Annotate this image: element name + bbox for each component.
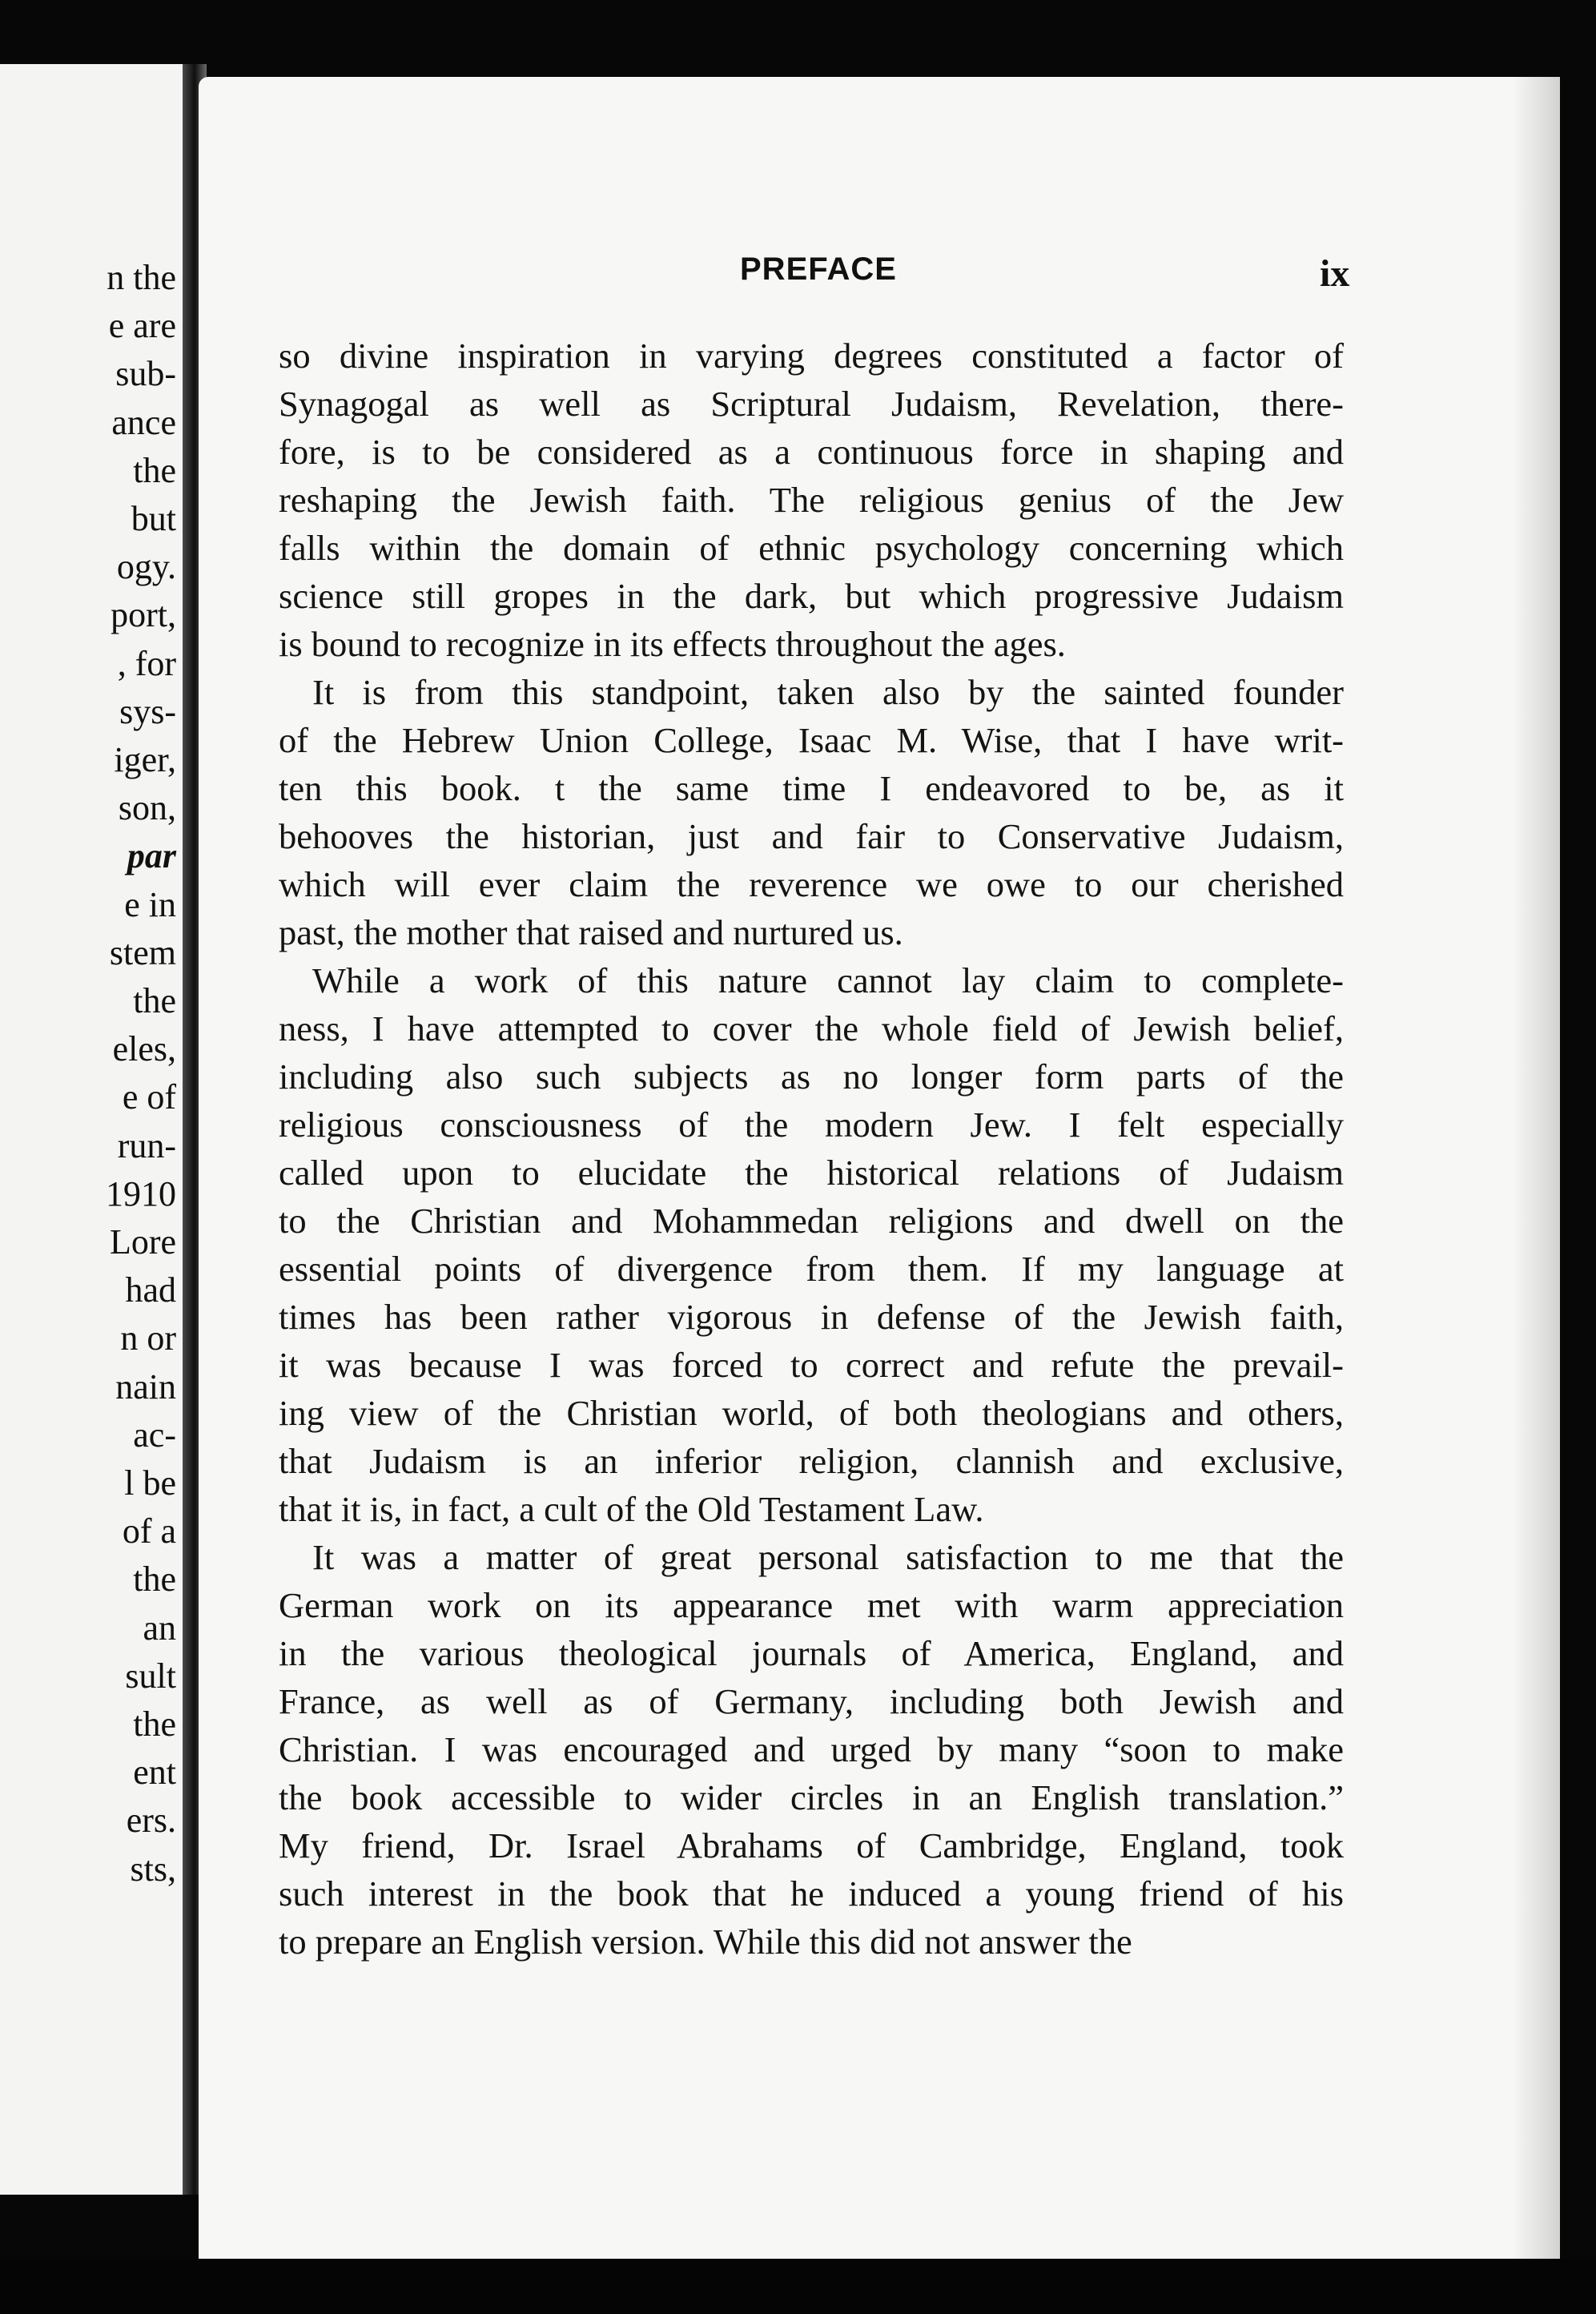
scan-border-bottom [0, 2259, 1596, 2314]
text-line: falls within the domain of ethnic psychology concerning which [279, 528, 1344, 568]
facing-page-line: ers. [126, 1801, 176, 1841]
text-line: German work on its appearance met with warm appreciation [279, 1585, 1344, 1625]
text-line: religious consciousness of the modern Jew. I felt especially [279, 1105, 1344, 1145]
text-line: My friend, Dr. Israel Abrahams of Cambridge, England, took [279, 1825, 1344, 1865]
text-line: it was because I was forced to correct and refute the prevail- [279, 1345, 1344, 1385]
text-line: ing view of the Christian world, of both theologians and others, [279, 1393, 1344, 1433]
facing-page-line: run- [117, 1125, 176, 1165]
book-page [199, 77, 1560, 2276]
text-line: It was a matter of great personal satisfaction to me that the [312, 1537, 1344, 1577]
text-line: Synagogal as well as Scriptural Judaism, Revelation, there- [279, 384, 1344, 424]
text-line: past, the mother that raised and nurtured us. [279, 912, 903, 952]
facing-page-line: ent [133, 1753, 176, 1793]
text-line: including also such subjects as no longer form parts of the [279, 1056, 1344, 1097]
text-line: that it is, in fact, a cult of the Old Testament Law. [279, 1489, 984, 1529]
facing-page-line: sult [125, 1656, 176, 1696]
facing-page-line: eles, [112, 1029, 176, 1069]
facing-page-line: the [133, 1704, 176, 1744]
text-line: science still gropes in the dark, but which progressive Judaism [279, 576, 1344, 616]
facing-page-line: e of [122, 1077, 176, 1117]
facing-page-line: the [133, 981, 176, 1020]
facing-page-line: port, [111, 595, 176, 635]
text-line: such interest in the book that he induced a young friend of his [279, 1873, 1344, 1914]
text-line: which will ever claim the reverence we owe to our cherished [279, 864, 1344, 904]
facing-page-line: nain [115, 1366, 176, 1407]
page-edge-shadow [1512, 77, 1560, 2276]
facing-page-line: an [143, 1608, 176, 1648]
facing-page-line: sts, [130, 1849, 176, 1889]
body-text [279, 332, 1344, 1966]
text-line: times has been rather vigorous in defense of the Jewish faith, [279, 1297, 1344, 1337]
facing-page-line: the [133, 1559, 176, 1600]
text-line: ness, I have attempted to cover the whole field of Jewish belief, [279, 1008, 1344, 1048]
text-line: in the various theological journals of America, England, and [279, 1633, 1344, 1673]
text-line: While a work of this nature cannot lay claim to complete- [312, 960, 1344, 1000]
facing-page-line: sub- [115, 354, 176, 394]
text-line: the book accessible to wider circles in an English translation.” [279, 1777, 1344, 1817]
text-line: fore, is to be considered as a continuous force in shaping and [279, 432, 1344, 472]
text-line: to the Christian and Mohammedan religions and dwell on the [279, 1201, 1344, 1241]
text-line: is bound to recognize in its effects throughout the ages. [279, 624, 1066, 664]
facing-page-line: e in [124, 884, 176, 924]
facing-page-line: had [125, 1270, 176, 1310]
facing-page-line: e are [108, 306, 176, 346]
text-line: that Judaism is an inferior religion, clannish and exclusive, [279, 1441, 1344, 1481]
paragraph [279, 332, 1344, 668]
facing-page-line: sys- [119, 691, 176, 731]
text-line: of the Hebrew Union College, Isaac M. Wise, that I have writ- [279, 720, 1344, 760]
facing-page-line: the [133, 450, 176, 490]
paragraph [279, 1533, 1344, 1966]
facing-page-line: Lore [109, 1222, 176, 1262]
facing-page-line: n the [107, 258, 176, 297]
facing-page-line: ance [111, 402, 176, 442]
facing-page-line: of a [122, 1511, 176, 1551]
facing-page-line: n or [120, 1318, 176, 1358]
text-line: essential points of divergence from them. If my language at [279, 1249, 1344, 1289]
facing-page-left [0, 64, 191, 2195]
text-line: Christian. I was encouraged and urged by many “soon to make [279, 1729, 1344, 1769]
facing-page-line: , for [117, 643, 176, 683]
facing-page-line: iger, [114, 740, 176, 779]
page-number: ix [1320, 252, 1350, 295]
text-line: to prepare an English version. While this did not answer the [279, 1922, 1132, 1962]
text-line: so divine inspiration in varying degrees constituted a factor of [279, 336, 1344, 376]
text-line: reshaping the Jewish faith. The religious genius of the Jew [279, 480, 1344, 520]
paragraph [279, 668, 1344, 956]
text-line: called upon to elucidate the historical relations of Judaism [279, 1153, 1344, 1193]
text-line: France, as well as of Germany, including both Jewish and [279, 1681, 1344, 1721]
facing-page-line: par [127, 836, 176, 876]
facing-page-line: stem [109, 932, 176, 972]
paragraph [279, 956, 1344, 1533]
running-head: PREFACE [740, 252, 897, 287]
facing-page-line: ogy. [116, 547, 176, 587]
text-line: It is from this standpoint, taken also by the sainted founder [312, 672, 1344, 712]
facing-page-line: but [131, 499, 176, 538]
facing-page-line: ac- [133, 1415, 176, 1455]
facing-page-line: l be [124, 1463, 176, 1503]
text-line: ten this book. t the same time I endeavored to be, as it [279, 768, 1344, 808]
text-line: behooves the historian, just and fair to Conservative Judaism, [279, 816, 1344, 856]
facing-page-line: 1910 [106, 1173, 176, 1213]
facing-page-line: son, [118, 788, 176, 828]
